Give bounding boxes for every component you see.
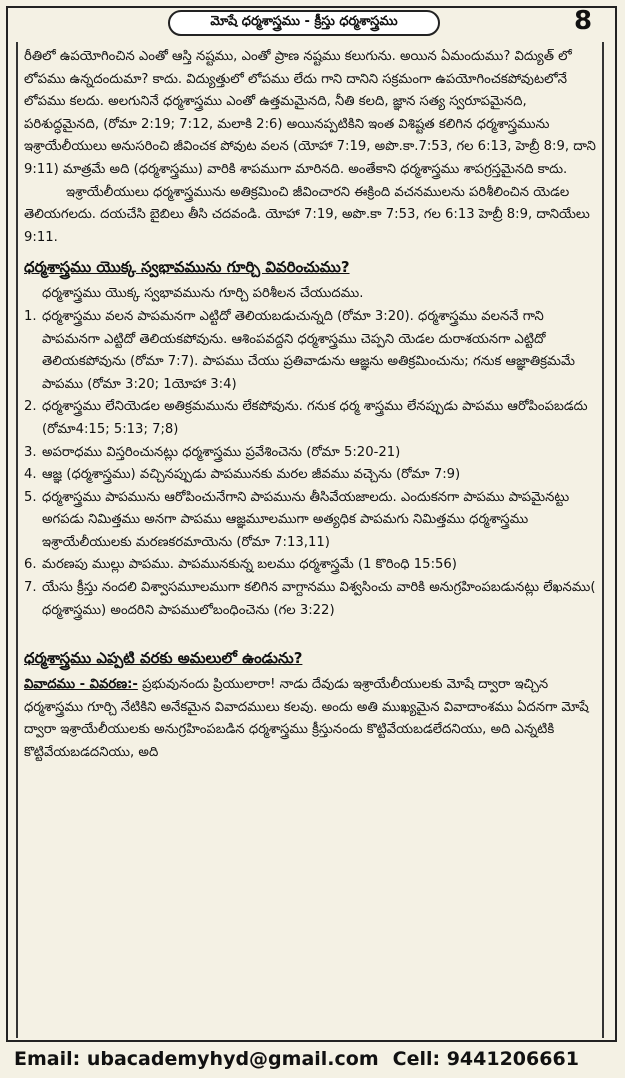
- page-number: 8: [574, 6, 593, 36]
- list-item-number: 4.: [24, 467, 37, 483]
- list-item-text: ఆజ్ఞ (ధర్మశాస్త్రము) వచ్చినప్పుడు పాపమునకు మరల జీవము వచ్చెను (రోమా 7:9): [42, 467, 461, 483]
- list-item-number: 7.: [24, 580, 37, 596]
- debate-label: వివాదము - వివరణ:-: [24, 677, 138, 693]
- section-intro: ధర్మశాస్త్రము యొక్క స్వభావమును గూర్చి పరిశీలన చేయుదము.: [42, 286, 364, 302]
- list-item-number: 5.: [24, 489, 37, 505]
- intro-paragraph: రీతిలో ఉపయోగించిన ఎంతో ఆస్తి నష్టము, ఎంతో ప్రాణ నష్టము కలుగును. అయిన ఏమందుము? విద్యుత్ లో లోపము ఉన్నదందుమా? కాదు. విద్యుత్తులో లోపము లేదు గాని దానిని సక్రమంగా ఉపయోగించకపోవుటలోనే లోపము కలదు. అలగునినే ధర్మశాస్త్రము ఎంతో ఉత్తమమైనది, నీతి కలది, జ్ఞాన సత్య స్వరూపమైనది, పరిశుద్ధమైనది, (రోమా 2:19; 7:12, మలాకి 2:6) అయినప్పటికిని ఇంత విశిష్టత కలిగిన ధర్మశాస్త్రమును ఇశ్రాయేలీయులు అనుసరించి జీవించక పోవుట వలన (యోహా 7:19, అపొ.కా.7:53, గల 6:13, హెబ్రీ 8:9, దాని 9:11) మాత్రమే అది (ధర్మశాస్త్రము) వారికి శాపముగా మారినది. అంతేకాని ధర్మశాస్త్రము శాపగ్రస్తమైనది కాదు.: [24, 49, 596, 177]
- list-item-text: మరణపు ముల్లు పాపము. పాపమునకున్న బలము ధర్మశాస్త్రమే (1 కొరింధి 15:56): [42, 557, 457, 573]
- list-item-text: ధర్మశాస్త్రము వలన పాపమనగా ఎట్టిదో తెలియబడుచున్నది (రోమా 3:20). ధర్మశాస్త్రము వలననే గాని పాపమనగా ఎట్టిదో తెలియకపోవును. ఆశింపవద్దని ధర్మశాస్త్రము చెప్పని యెడల దురాశయనగా ఎట్టిదో తెలియకపోవును (రోమా 7:7). పాపము చేయు ప్రతివాడును ఆజ్ఞను అతిక్రమించును; గనుక ఆజ్ఞాతిక్రమమే పాపము (రోమా 3:20; 1యోహా 3:4): [42, 308, 575, 392]
- list-item-text: ధర్మశాస్త్రము లేనియెడల అతిక్రమమును లేకపోవును. గనుక ధర్మ శాస్త్రము లేనప్పుడు పాపము ఆరోపింపబడదు (రోమా4:15; 5:13; 7;8): [42, 399, 588, 437]
- page-title: మోషే ధర్మశాస్త్రము - క్రీస్తు ధర్మశాస్త్రము: [168, 10, 440, 36]
- list-item-text: యేసు క్రీస్తు నందలి విశ్వాసమూలముగా కలిగిన వాగ్దానము విశ్వసించు వారికి అనుగ్రహింపబడునట్లు లేఖనము( ధర్మశాస్త్రము) అందరిని పాపములోబంధించెను (గల 3:22): [42, 580, 596, 618]
- list-item-number: 3.: [24, 444, 37, 460]
- contact-footer: [14, 1044, 614, 1074]
- second-paragraph: ఇశ్రాయేలీయులు ధర్మశాస్త్రమును అతిక్రమించి జీవించారని ఈక్రింది వచనములను పరిశీలించిన యెడల తెలియగలదు. దయచేసి బైబిలు తీసి చదవండి. యోహా 7:19, అపొ.కా 7:53, గల 6:13 హెబ్రీ 8:9, దానియేలు 9:11.: [24, 184, 590, 245]
- list-item-number: 1.: [24, 308, 37, 324]
- list-item-number: 2.: [24, 399, 37, 415]
- section-heading-duration: ధర్మశాస్త్రము ఎప్పటి వరకు అమలులో ఉండును?: [24, 649, 303, 668]
- footer-email: Email: ubacademyhyd@gmail.com: [14, 1048, 379, 1070]
- page-border: [6, 6, 617, 1042]
- footer-cell: Cell: 9441206661: [392, 1048, 579, 1070]
- section2-text: ప్రభువునందు ప్రియులారా! నాడు దేవుడు ఇశ్రాయేలీయులకు మోషే ద్వారా ఇచ్చిన ధర్మశాస్త్రము గూర్చి నేటికిని అనేకమైన వివాదములు కలవు. అందు అతి ముఖ్యమైన వివాదాంశము ఏదనగా మోషే ద్వారా ఇశ్రాయేలీయులకు అనుగ్రహింపబడిన ధర్మశాస్త్రము క్రీస్తునందు కొట్టివేయబడలేదనియు, అది ఎన్నటికి కొట్టివేయబడదనియు, అది: [24, 677, 589, 761]
- list-item-text: అపరాధము విస్తరించునట్లు ధర్మశాస్త్రము ప్రవేశించెను (రోమా 5:20-21): [42, 444, 401, 460]
- list-item-text: ధర్మశాస్త్రము పాపమును ఆరోపించునేగాని పాపమును తీసివేయజాలదు. ఎందుకనగా పాపము పాపమైనట్టు అగపడు నిమిత్తము అనగా పాపము ఆజ్ఞమూలముగా అత్యధిక పాపమగు నిమిత్తము ధర్మశాస్త్రము ఇశ్రాయేలీయులకు మరణకరమాయెను (రోమా 7:13,11): [42, 489, 570, 550]
- section-heading-nature: ధర్మశాస్త్రము యొక్క స్వభావమును గూర్చి వివరించుము?: [24, 258, 350, 277]
- list-item-number: 6.: [24, 557, 37, 573]
